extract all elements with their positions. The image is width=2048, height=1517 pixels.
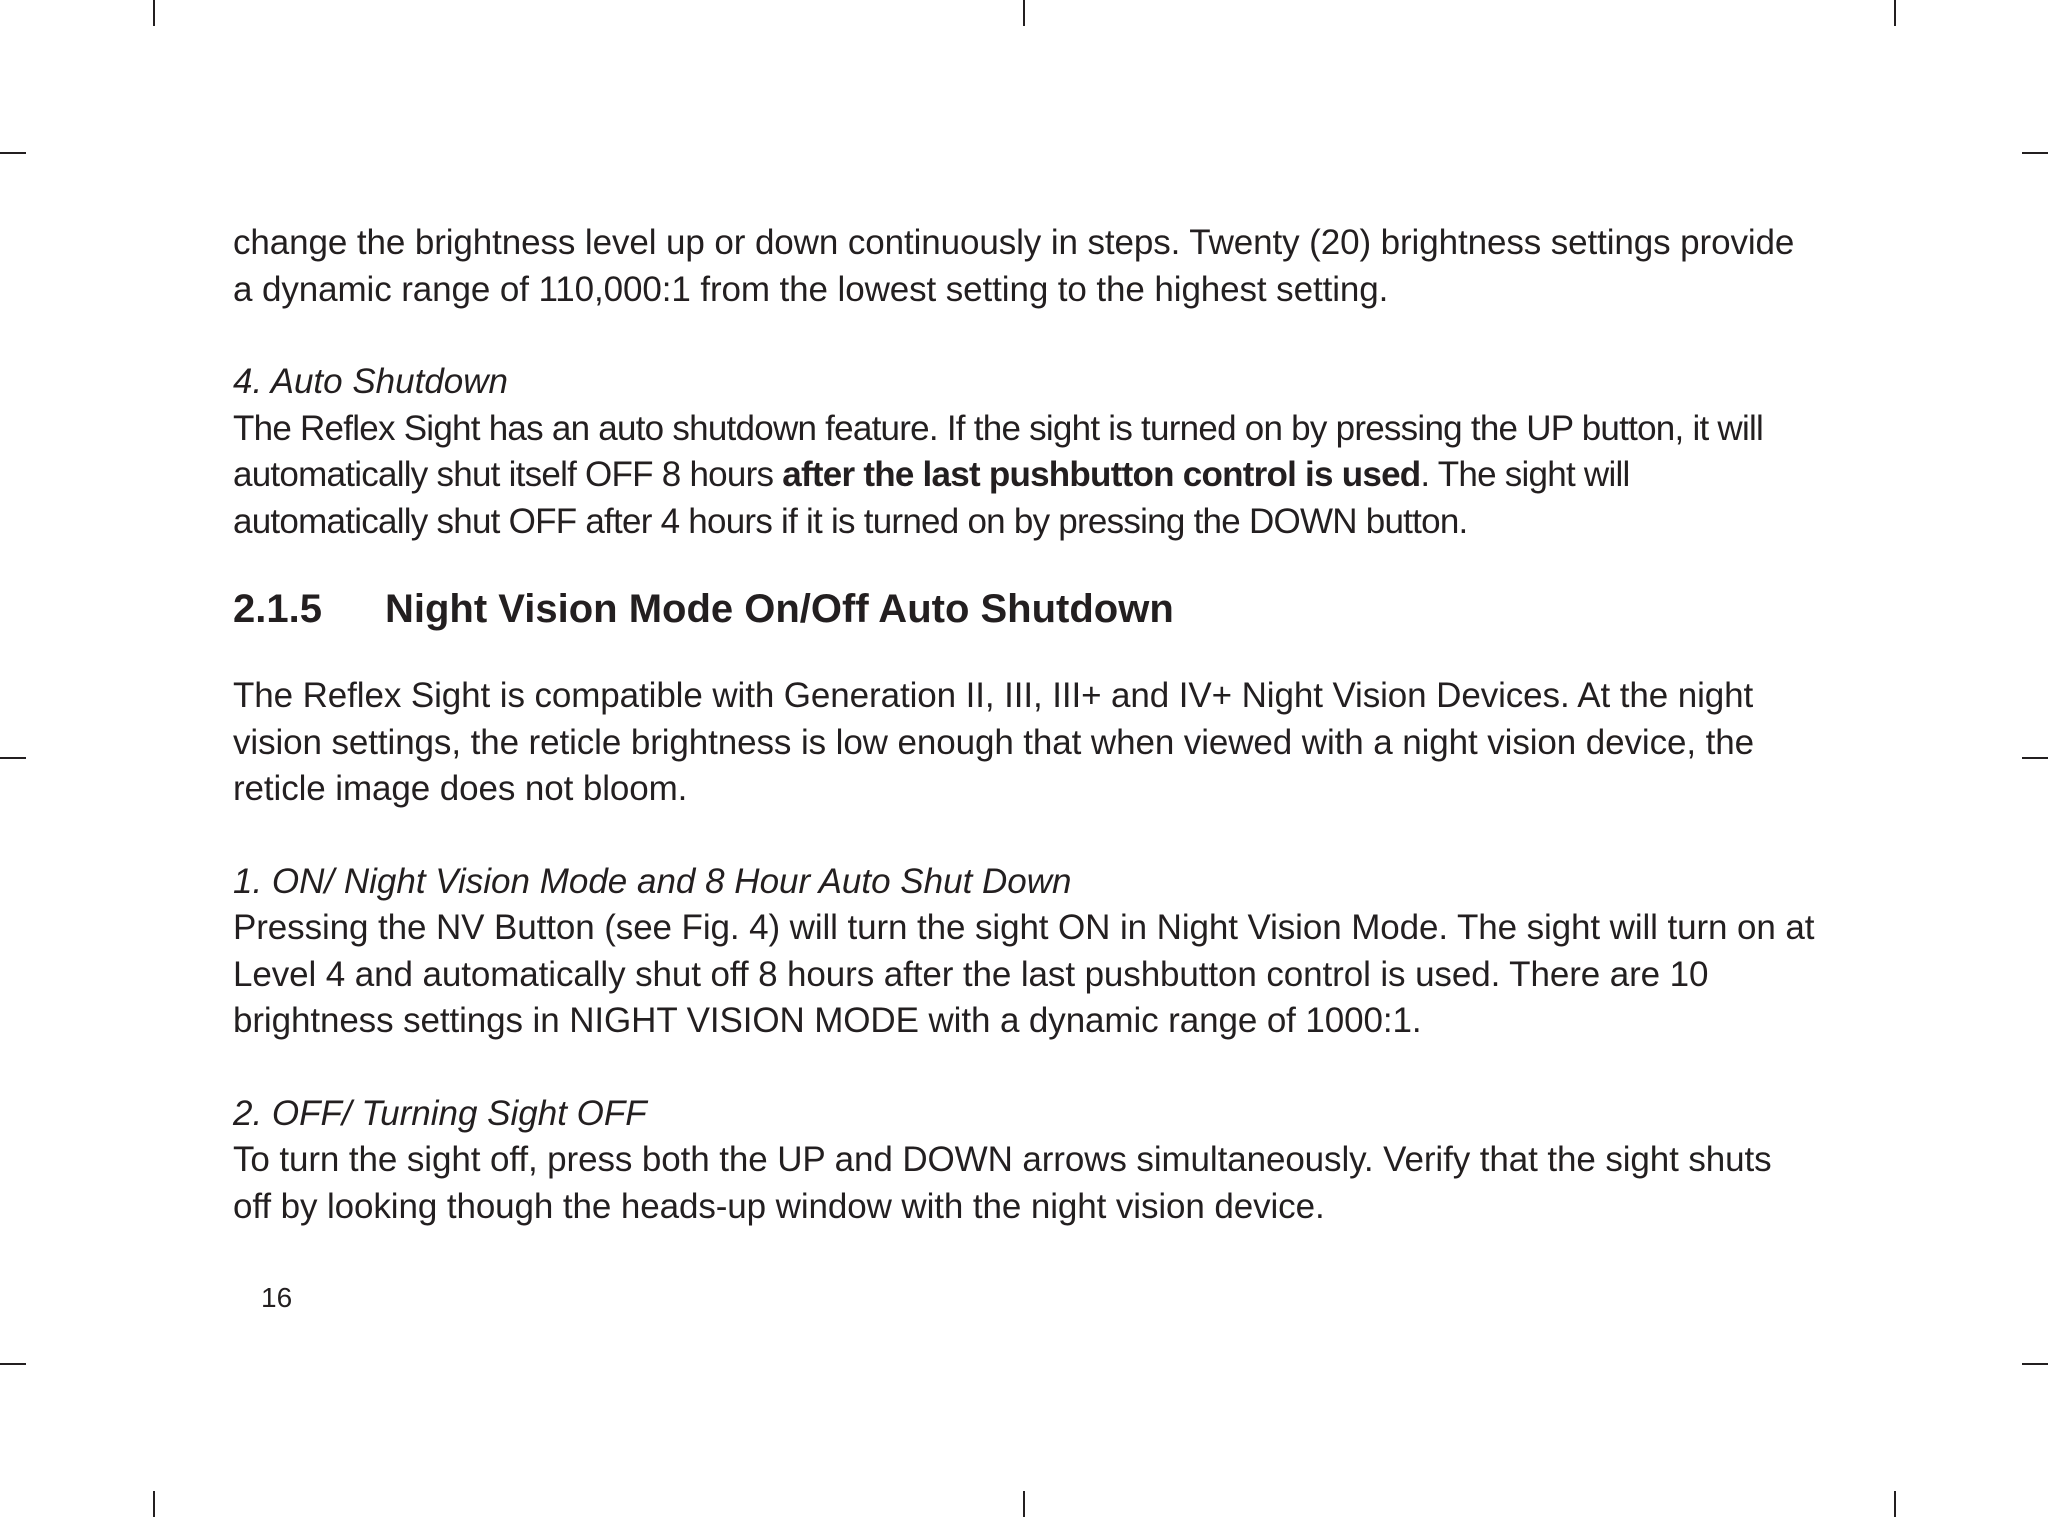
on-mode-subheading: 1. ON/ Night Vision Mode and 8 Hour Auto Shut Down xyxy=(233,861,1072,901)
crop-mark-top-center xyxy=(1023,0,1025,26)
night-vision-intro-paragraph: The Reflex Sight is compatible with Generation II, III, III+ and IV+ Night Vision Devices. At the night vision settings, the reticle brightness is low enough that when viewed with a night vision device, the reticle image does not bloom. xyxy=(233,676,1754,808)
off-mode-subheading: 2. OFF/ Turning Sight OFF xyxy=(233,1093,647,1133)
section-title: Night Vision Mode On/Off Auto Shutdown xyxy=(385,587,1174,631)
page-number: 16 xyxy=(261,1282,293,1313)
crop-mark-bottom-center xyxy=(1023,1491,1025,1517)
crop-mark-left-lower xyxy=(0,1363,26,1365)
auto-shutdown-text-bold: after the last pushbutton control is used xyxy=(782,455,1421,494)
page-content xyxy=(233,220,1817,1230)
crop-mark-top-left xyxy=(153,0,155,26)
off-mode-paragraph: To turn the sight off, press both the UP and DOWN arrows simultaneously. Verify that the sight shuts off by looking though the heads-up window with the night vision device. xyxy=(233,1140,1772,1226)
auto-shutdown-text-before: The Reflex Sight has an auto shutdown feature. If the sight is turned on by pressing the UP button, it will automatically shut itself OFF 8 hours xyxy=(233,408,1764,494)
auto-shutdown-text-after: . The sight will automatically shut OFF after 4 hours if it is turned on by pressing the DOWN button. xyxy=(233,455,1630,541)
auto-shutdown-paragraph xyxy=(233,406,1817,546)
intro-paragraph: change the brightness level up or down continuously in steps. Twenty (20) brightness settings provide a dynamic range of 110,000:1 from the lowest setting to the highest setting. xyxy=(233,223,1795,309)
crop-mark-bottom-left xyxy=(153,1491,155,1517)
crop-mark-bottom-right xyxy=(1894,1491,1896,1517)
crop-mark-right-lower xyxy=(2022,1363,2048,1365)
crop-mark-right-upper xyxy=(2022,152,2048,154)
on-mode-paragraph: Pressing the NV Button (see Fig. 4) will turn the sight ON in Night Vision Mode. The sight will turn on at Level 4 and automatically shut off 8 hours after the last pushbutton control is used. There are 10 brightness settings in NIGHT VISION MODE with a dynamic range of 1000:1. xyxy=(233,908,1815,1040)
auto-shutdown-subheading: 4. Auto Shutdown xyxy=(233,362,509,401)
section-heading xyxy=(233,583,1817,635)
crop-mark-right-middle xyxy=(2022,757,2048,759)
crop-mark-left-upper xyxy=(0,152,26,154)
crop-mark-top-right xyxy=(1894,0,1896,26)
crop-mark-left-middle xyxy=(0,757,26,759)
section-number: 2.1.5 xyxy=(233,587,322,631)
